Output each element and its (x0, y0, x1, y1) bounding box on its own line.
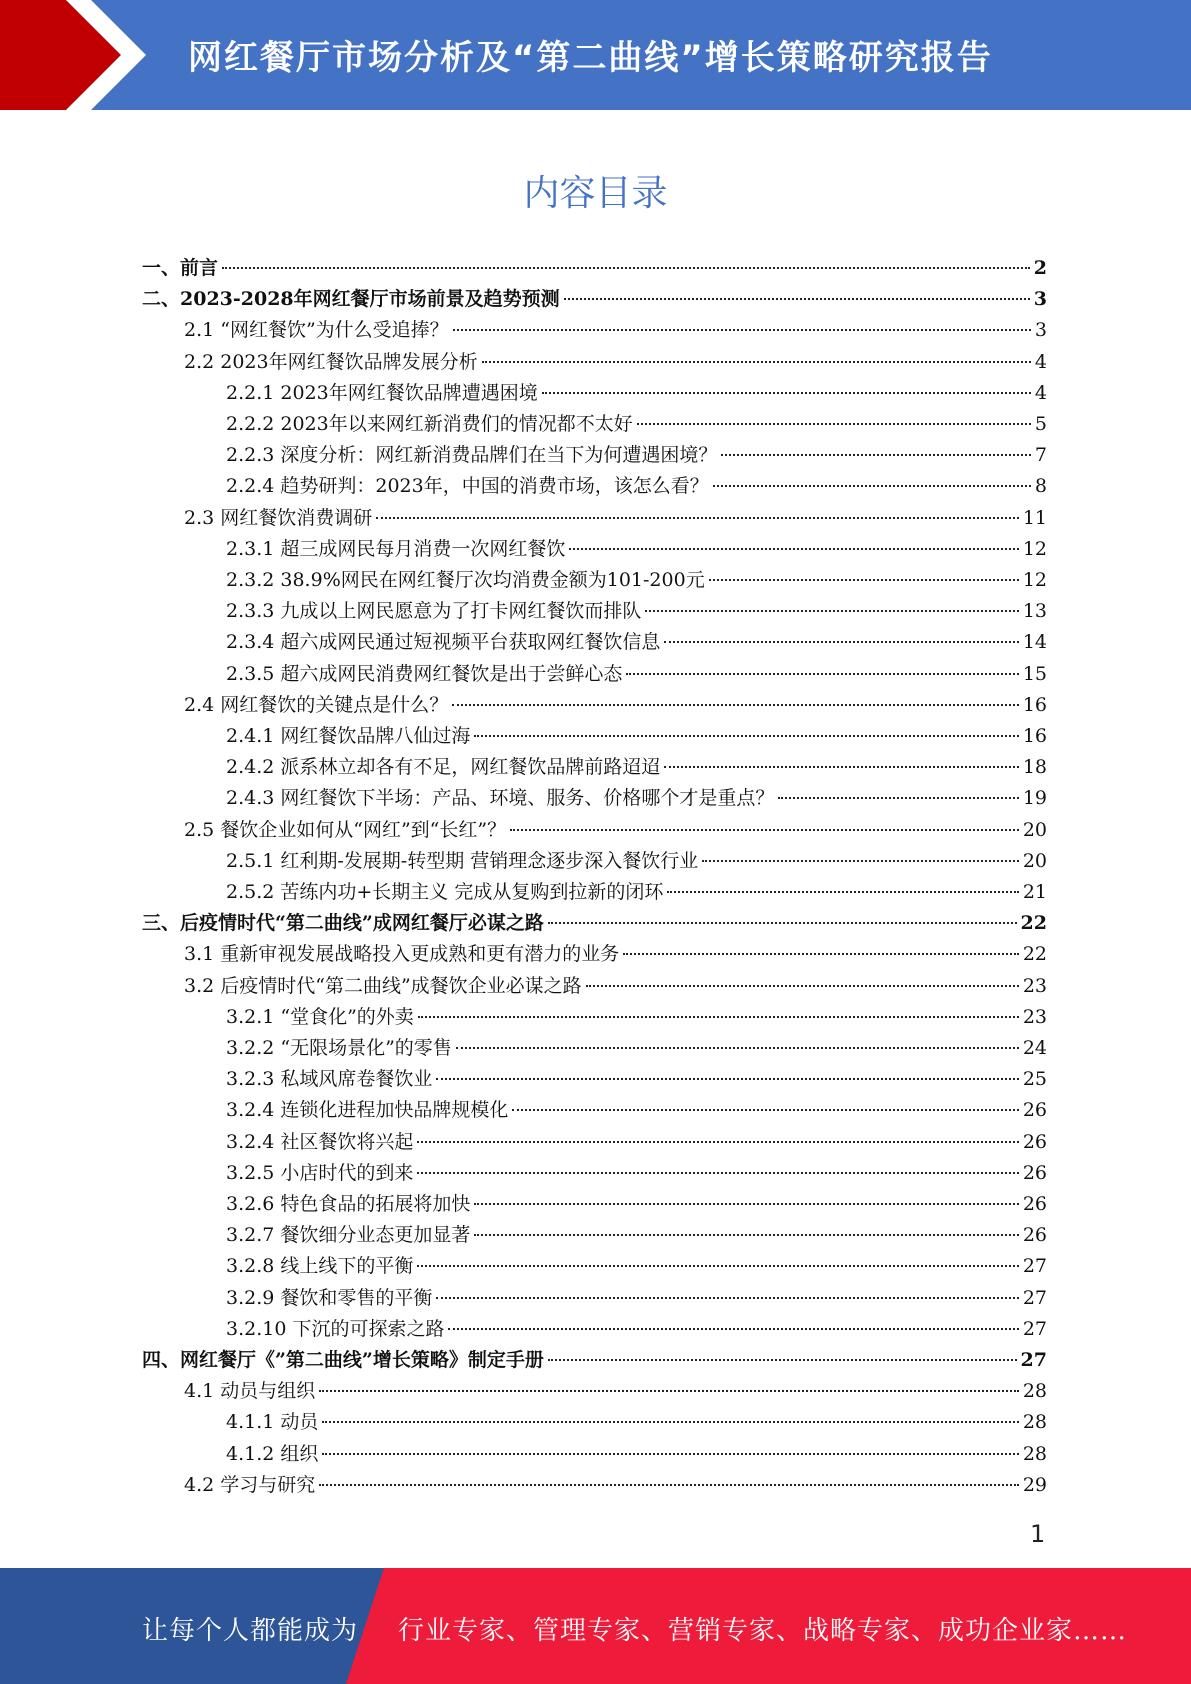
toc-entry-page: 23 (1022, 1005, 1047, 1028)
toc-entry[interactable] (226, 409, 1047, 440)
toc-entry[interactable] (184, 347, 1047, 378)
toc-entry[interactable] (226, 534, 1047, 565)
toc-leader-dots (474, 1234, 1018, 1236)
toc-leader-dots (322, 1421, 1018, 1423)
toc-leader-dots (474, 735, 1018, 737)
toc-entry-page: 21 (1022, 881, 1047, 903)
toc-entry[interactable] (226, 1283, 1047, 1314)
toc-entry[interactable] (226, 471, 1047, 502)
toc-entry-page: 19 (1022, 787, 1047, 810)
toc-leader-dots (713, 485, 1031, 487)
toc-leader-dots (474, 1203, 1018, 1205)
toc-entry-label: 2.2.1 2023年网红餐饮品牌遭遇困境 (226, 381, 538, 404)
toc-entry[interactable] (226, 1220, 1047, 1251)
toc-entry[interactable] (226, 659, 1047, 690)
toc-entry[interactable] (142, 1345, 1047, 1376)
toc-entry-label: 2.3.1 超三成网民每月消费一次网红餐饮 (226, 537, 566, 560)
toc-entry[interactable] (184, 815, 1047, 846)
toc-leader-dots (709, 579, 1019, 581)
toc-entry-page: 23 (1022, 974, 1047, 997)
toc-entry-label: 2.4 网红餐饮的关键点是什么？ (184, 693, 449, 716)
toc-leader-dots (623, 953, 1019, 955)
toc-entry-label: 3.2.1 “堂食化”的外卖 (226, 1005, 414, 1028)
toc-entry-page: 24 (1022, 1037, 1047, 1059)
toc-entry[interactable] (226, 627, 1047, 658)
toc-entry-label: 四、网红餐厅《”第二曲线”增长策略》制定手册 (142, 1349, 544, 1371)
toc-leader-dots (418, 1016, 1019, 1018)
toc-entry[interactable] (184, 1470, 1047, 1501)
toc-entry-page: 12 (1022, 569, 1047, 591)
toc-entry[interactable] (184, 315, 1047, 346)
toc-entry[interactable] (226, 440, 1047, 471)
toc-leader-dots (510, 829, 1019, 831)
toc-entry[interactable] (226, 1095, 1047, 1126)
toc-entry-page: 2 (1033, 257, 1047, 279)
toc-entry-label: 4.1 动员与组织 (184, 1380, 316, 1403)
toc-leader-dots (417, 1141, 1018, 1143)
toc-entry-page: 29 (1022, 1473, 1047, 1496)
toc-entry-label: 2.2.4 趋势研判：2023年，中国的消费市场，该怎么看？ (226, 475, 709, 498)
toc-leader-dots (417, 1265, 1018, 1267)
toc-entry-label: 二、2023-2028年网红餐厅市场前景及趋势预测 (142, 288, 560, 311)
toc-entry-page: 18 (1022, 756, 1047, 779)
toc-entry-label: 2.4.3 网红餐饮下半场：产品、环境、服务、价格哪个才是重点？ (226, 787, 775, 810)
toc-entry[interactable] (226, 1189, 1047, 1220)
toc-entry-page: 3 (1033, 288, 1047, 311)
toc-leader-dots (626, 673, 1018, 675)
toc-entry-label: 3.2.8 线上线下的平衡 (226, 1255, 414, 1278)
toc-leader-dots (637, 423, 1031, 425)
toc-entry-page: 8 (1034, 475, 1047, 498)
toc-leader-dots (436, 1297, 1018, 1299)
toc-leader-dots (569, 548, 1018, 550)
toc-entry-page: 16 (1022, 725, 1047, 747)
toc-entry[interactable] (226, 1251, 1047, 1282)
toc-leader-dots (376, 517, 1019, 519)
toc-entry-label: 2.5.1 红利期-发展期-转型期 营销理念逐步深入餐饮行业 (226, 849, 699, 872)
toc-leader-dots (452, 704, 1019, 706)
toc-leader-dots (436, 1078, 1018, 1080)
page-footer (0, 1568, 1191, 1684)
toc-entry[interactable] (184, 503, 1047, 534)
toc-entry-label: 3.2.2 “无限场景化”的零售 (226, 1037, 452, 1059)
toc-entry[interactable] (184, 971, 1047, 1002)
toc-entry-page: 4 (1034, 381, 1047, 404)
toc-entry[interactable] (226, 877, 1047, 908)
toc-entry[interactable] (226, 1158, 1047, 1189)
toc-entry-page: 16 (1022, 693, 1047, 716)
toc-entry-label: 2.4.1 网红餐饮品牌八仙过海 (226, 725, 471, 747)
toc-entry-page: 11 (1022, 506, 1047, 529)
toc-entry-page: 27 (1022, 1286, 1047, 1309)
toc-entry-page: 20 (1022, 818, 1047, 841)
toc-entry-label: 2.5 餐饮企业如何从“网红”到“长红”？ (184, 818, 507, 841)
toc-entry-label: 3.2 后疫情时代“第二曲线”成餐饮企业必谋之路 (184, 974, 582, 997)
toc-entry-page: 26 (1022, 1130, 1047, 1153)
toc-leader-dots (664, 641, 1018, 643)
toc-entry[interactable] (226, 783, 1047, 814)
toc-leader-dots (548, 922, 1017, 924)
toc-leader-dots (453, 329, 1031, 331)
toc-entry-page: 7 (1034, 444, 1047, 467)
toc-entry-label: 3.2.6 特色食品的拓展将加快 (226, 1193, 471, 1215)
toc-leader-dots (417, 1172, 1018, 1174)
toc-entry-page: 28 (1022, 1411, 1047, 1434)
toc-entry-page: 26 (1022, 1161, 1047, 1184)
toc-leader-dots (586, 985, 1019, 987)
toc-entry-label: 3.2.3 私域风席卷餐饮业 (226, 1068, 433, 1091)
toc-leader-dots (319, 1484, 1019, 1486)
toc-entry-page: 4 (1034, 350, 1047, 373)
toc-leader-dots (448, 1328, 1018, 1330)
toc-leader-dots (542, 392, 1031, 394)
toc-entry[interactable] (226, 1439, 1047, 1470)
toc-entry-label: 2.3.4 超六成网民通过短视频平台获取网红餐饮信息 (226, 631, 661, 654)
toc-leader-dots (482, 361, 1031, 363)
toc-entry-page: 28 (1022, 1442, 1047, 1465)
toc-entry-label: 4.1.2 组织 (226, 1442, 319, 1465)
toc-entry-page: 26 (1022, 1099, 1047, 1122)
toc-entry[interactable] (226, 1127, 1047, 1158)
toc-entry-label: 2.1 “网红餐饮”为什么受追捧？ (184, 319, 449, 342)
toc-entry-page: 25 (1022, 1068, 1047, 1091)
toc-entry-label: 2.3.5 超六成网民消费网红餐饮是出于尝鲜心态 (226, 662, 623, 685)
toc-leader-dots (548, 1359, 1017, 1361)
toc-entry-label: 3.2.10 下沉的可探索之路 (226, 1317, 445, 1340)
toc-entry-label: 3.2.5 小店时代的到来 (226, 1161, 414, 1184)
toc-entry-page: 22 (1020, 912, 1047, 935)
toc-entry-page: 28 (1022, 1380, 1047, 1403)
toc-leader-dots (322, 1453, 1018, 1455)
footer-roles: 行业专家、管理专家、营销专家、战略专家、成功企业家…… (398, 1616, 1128, 1646)
toc-entry-page: 12 (1022, 537, 1047, 560)
toc-entry[interactable] (226, 1064, 1047, 1095)
toc-entry[interactable] (184, 1376, 1047, 1407)
toc-leader-dots (645, 610, 1018, 612)
toc-entry-label: 3.2.9 餐饮和零售的平衡 (226, 1286, 433, 1309)
toc-entry[interactable] (226, 1002, 1047, 1033)
toc-entry[interactable] (226, 846, 1047, 877)
toc-entry[interactable] (142, 908, 1047, 939)
toc-entry[interactable] (226, 378, 1047, 409)
toc-entry-label: 三、后疫情时代“第二曲线”成网红餐厅必谋之路 (142, 912, 544, 935)
toc-leader-dots (702, 860, 1019, 862)
toc-entry-page: 13 (1022, 600, 1047, 623)
toc-entry[interactable] (142, 284, 1047, 315)
toc-entry-page: 20 (1022, 849, 1047, 872)
toc-entry-label: 2.3.3 九成以上网民愿意为了打卡网红餐饮而排队 (226, 600, 642, 623)
toc-entry-page: 27 (1020, 1349, 1047, 1371)
toc-entry[interactable] (226, 1314, 1047, 1345)
toc-entry-page: 26 (1022, 1193, 1047, 1215)
report-title: 网红餐厅市场分析及“第二曲线”增长策略研究报告 (188, 38, 993, 78)
toc-leader-dots (456, 1047, 1019, 1049)
toc-entry-page: 26 (1022, 1224, 1047, 1247)
toc-entry-page: 27 (1022, 1317, 1047, 1340)
toc-entry-page: 5 (1034, 413, 1047, 435)
toc-entry[interactable] (226, 752, 1047, 783)
toc-entry-label: 2.2.2 2023年以来网红新消费们的情况都不太好 (226, 413, 633, 435)
footer-slogan: 让每个人都能成为 (142, 1616, 359, 1646)
toc-entry[interactable] (184, 939, 1047, 970)
toc-entry-label: 2.5.2 苦练内功+长期主义 完成从复购到拉新的闭环 (226, 881, 664, 903)
toc-entry-label: 2.4.2 派系林立却各有不足，网红餐饮品牌前路迢迢 (226, 756, 661, 779)
toc-entry-label: 4.1.1 动员 (226, 1411, 319, 1434)
toc-entry-label: 4.2 学习与研究 (184, 1473, 316, 1496)
toc-entry-label: 2.2 2023年网红餐饮品牌发展分析 (184, 350, 478, 373)
toc-entry-page: 3 (1034, 319, 1047, 342)
toc-entry-label: 3.1 重新审视发展战略投入更成熟和更有潜力的业务 (184, 943, 620, 966)
toc-leader-dots (778, 797, 1018, 799)
toc-entry[interactable] (226, 565, 1047, 596)
toc-entry[interactable] (184, 690, 1047, 721)
toc-entry-page: 27 (1022, 1255, 1047, 1278)
toc-entry[interactable] (226, 1407, 1047, 1438)
toc-leader-dots (664, 766, 1018, 768)
toc-entry-label: 一、前言 (142, 257, 219, 279)
toc-leader-dots (564, 298, 1030, 300)
toc-entry[interactable] (226, 596, 1047, 627)
toc-leader-dots (721, 454, 1031, 456)
toc-entry-page: 15 (1022, 662, 1047, 685)
toc-entry-label: 3.2.4 连锁化进程加快品牌规模化 (226, 1099, 509, 1122)
toc-leader-dots (222, 267, 1030, 269)
toc-entry-page: 22 (1022, 943, 1047, 966)
page-number: 1 (1030, 1520, 1046, 1548)
toc-leader-dots (512, 1109, 1018, 1111)
toc-entry[interactable] (226, 1033, 1047, 1064)
toc-entry-page: 14 (1022, 631, 1047, 654)
toc-entry-label: 2.3.2 38.9%网民在网红餐厅次均消费金额为101-200元 (226, 569, 705, 591)
page-header (0, 0, 1191, 110)
toc-leader-dots (667, 891, 1018, 893)
toc-entry[interactable] (226, 721, 1047, 752)
toc-leader-dots (319, 1390, 1019, 1392)
toc-entry-label: 3.2.7 餐饮细分业态更加显著 (226, 1224, 471, 1247)
toc-entry-label: 3.2.4 社区餐饮将兴起 (226, 1130, 414, 1153)
toc-entry[interactable] (142, 253, 1047, 284)
toc-entry-label: 2.3 网红餐饮消费调研 (184, 506, 373, 529)
toc-entry-label: 2.2.3 深度分析：网红新消费品牌们在当下为何遭遇困境？ (226, 444, 718, 467)
toc-heading: 内容目录 (523, 173, 668, 214)
